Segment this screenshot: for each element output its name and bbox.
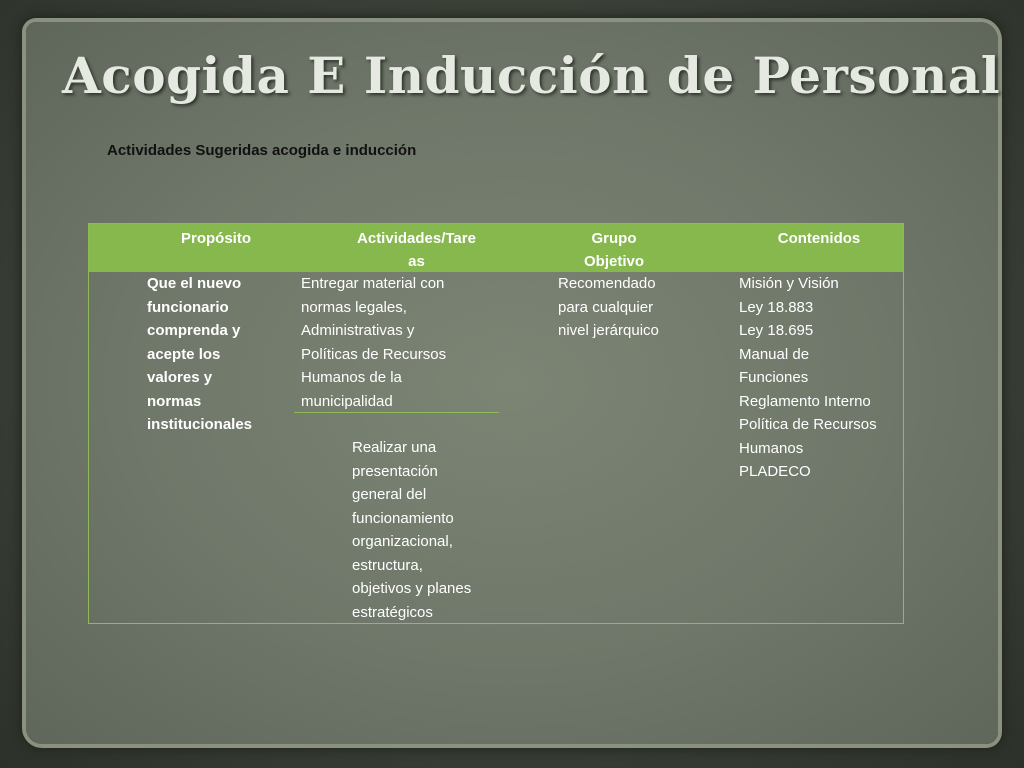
activities-table bbox=[88, 223, 904, 624]
header-proposito: Propósito bbox=[181, 230, 251, 247]
slide-subtitle: Actividades Sugeridas acogida e inducción bbox=[107, 142, 417, 159]
activity-divider bbox=[294, 412, 499, 413]
header-actividades: Actividades/Tare as bbox=[357, 230, 476, 270]
cell-actividad-1: Entregar material con normas legales, Administrativas y Políticas de Recursos Humanos de la municipalidad bbox=[301, 275, 447, 410]
table-header-row bbox=[89, 224, 903, 272]
header-contenidos: Contenidos bbox=[777, 230, 861, 247]
slide-title: Acogida E Inducción de Personal bbox=[62, 46, 1001, 105]
cell-proposito: Que el nuevo funcionario comprenda y acepte los valores y normas institucionales bbox=[147, 275, 253, 433]
cell-contenidos: Misión y Visión Ley 18.883 Ley 18.695 Manual de Funciones Reglamento Interno Política de Recursos Humanos PLADECO bbox=[739, 275, 877, 480]
cell-grupo-objetivo: Recomendado para cualquier nivel jerárquico bbox=[558, 275, 659, 339]
cell-actividad-2: Realizar una presentación general del funcionamiento organizacional, estructura, objetivos y planes estratégicos bbox=[352, 439, 472, 621]
header-grupo-objetivo: Grupo Objetivo bbox=[583, 230, 644, 270]
